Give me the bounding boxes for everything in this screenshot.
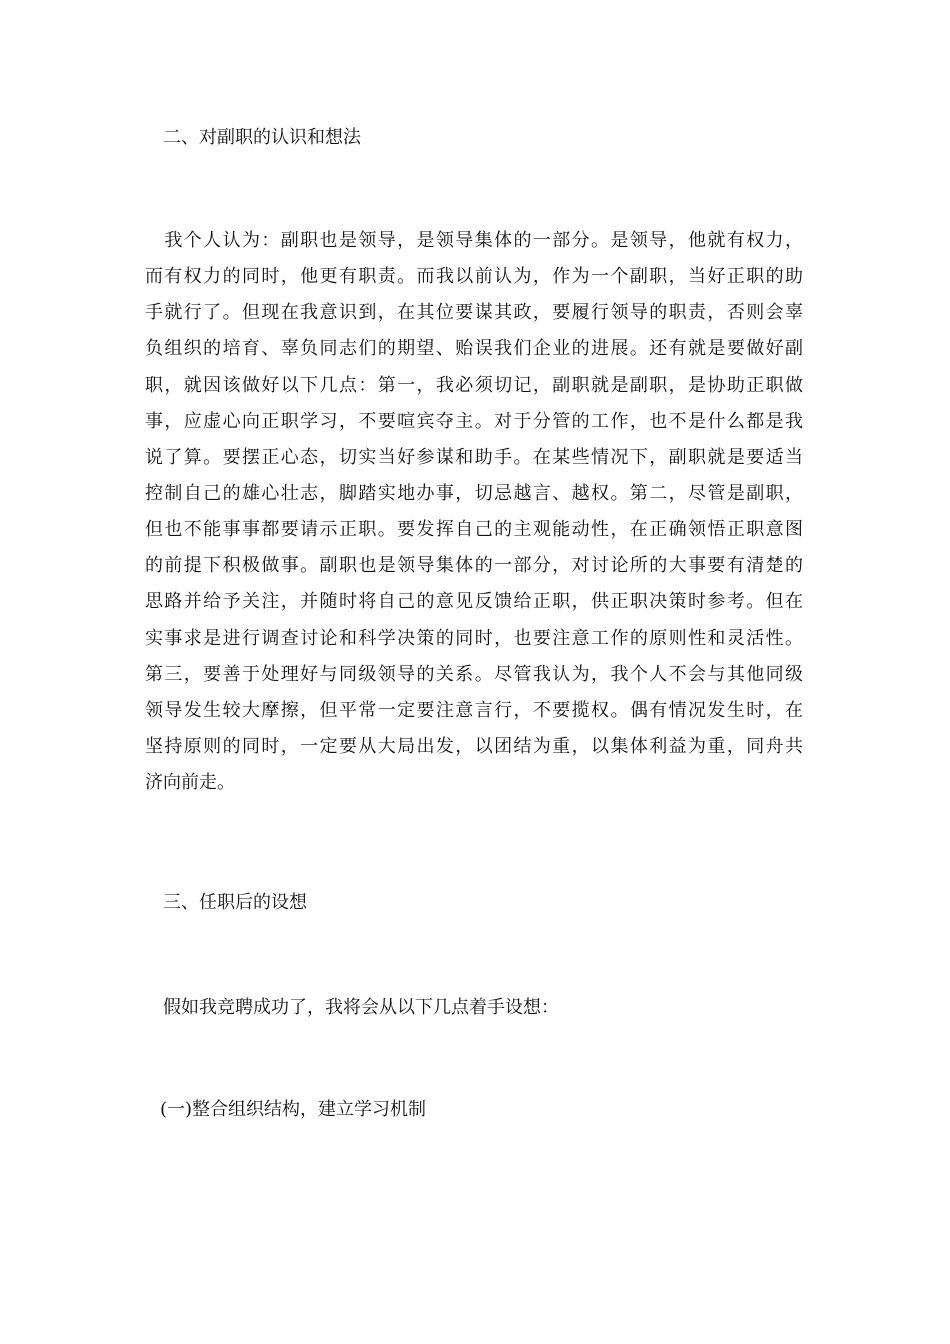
section-3-intro: 假如我竞聘成功了，我将会从以下几点着手设想： — [163, 997, 559, 1018]
list-item-heading: (一)整合组织结构，建立学习机制 — [160, 1099, 427, 1120]
paragraph-line: 坚持原则的同时，一定要从大局出发，以团结为重，以集体利益为重，同舟共 — [145, 736, 803, 757]
paragraph-line: 说了算。要摆正心态，切实当好参谋和助手。在某些情况下，副职就是要适当 — [145, 447, 803, 468]
paragraph-line: 控制自己的雄心壮志，脚踏实地办事，切忌越言、越权。第二，尽管是副职， — [145, 483, 803, 504]
paragraph-line: 的前提下积极做事。副职也是领导集体的一部分，对讨论所的大事要有清楚的 — [145, 555, 803, 576]
paragraph-line: 手就行了。但现在我意识到，在其位要谋其政，要履行领导的职责，否则会辜 — [145, 302, 803, 323]
section-heading-3: 三、任职后的设想 — [163, 892, 307, 913]
paragraph-line: 实事求是进行调查讨论和科学决策的同时，也要注意工作的原则性和灵活性。 — [145, 628, 803, 649]
paragraph-line: 思路并给予关注，并随时将自己的意见反馈给正职，供正职决策时参考。但在 — [145, 591, 803, 612]
paragraph-line: 职，就因该做好以下几点：第一，我必须切记，副职就是副职，是协助正职做 — [145, 375, 803, 396]
paragraph-line: 我个人认为：副职也是领导，是领导集体的一部分。是领导，他就有权力， — [145, 230, 803, 251]
section-heading-2: 二、对副职的认识和想法 — [163, 127, 361, 148]
paragraph-line: 领导发生较大摩擦，但平常一定要注意言行，不要揽权。偶有情况发生时，在 — [145, 700, 803, 721]
paragraph-line: 济向前走。 — [145, 772, 235, 793]
paragraph-line: 第三，要善于处理好与同级领导的关系。尽管我认为，我个人不会与其他同级 — [145, 664, 803, 685]
paragraph-line: 但也不能事事都要请示正职。要发挥自己的主观能动性，在正确领悟正职意图 — [145, 519, 803, 540]
paragraph-line: 而有权力的同时，他更有职责。而我以前认为，作为一个副职，当好正职的助 — [145, 266, 803, 287]
paragraph-line: 事，应虚心向正职学习，不要喧宾夺主。对于分管的工作，也不是什么都是我 — [145, 411, 803, 432]
paragraph-line: 负组织的培育、辜负同志们的期望、贻误我们企业的进展。还有就是要做好副 — [145, 338, 803, 359]
